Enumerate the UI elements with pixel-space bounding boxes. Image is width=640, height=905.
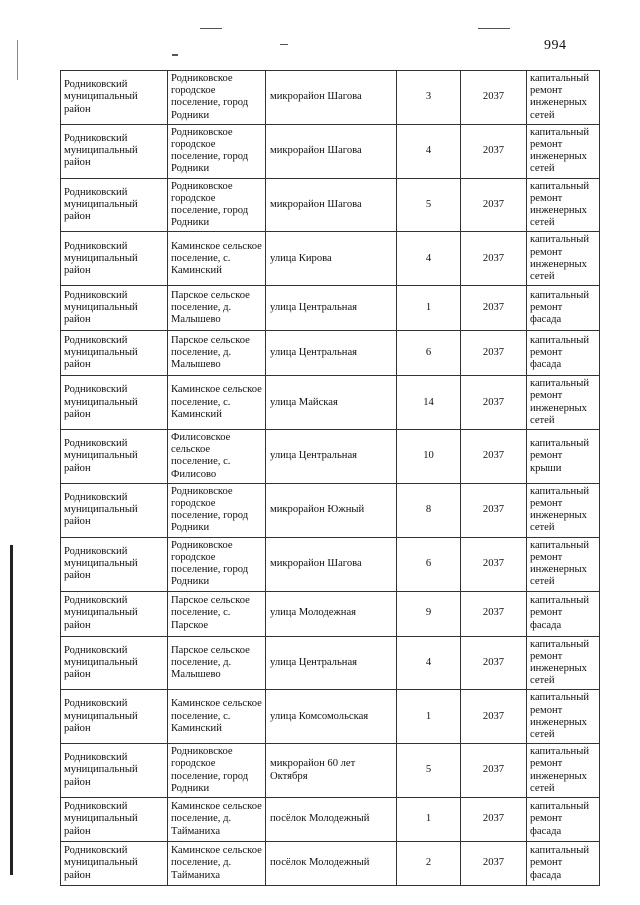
- table-row: [61, 636, 600, 690]
- work-type-cell: капитальный ремонт фасада: [527, 591, 600, 636]
- scan-dash: [200, 28, 222, 29]
- table-row: [61, 124, 600, 178]
- year-cell: 2037: [461, 71, 527, 125]
- year-cell: 2037: [461, 797, 527, 841]
- work-type-cell: капитальный ремонт инженерных сетей: [527, 636, 600, 690]
- settlement-cell: Каминское сельское поселение, д. Тайманиха: [168, 841, 266, 885]
- year-cell: 2037: [461, 841, 527, 885]
- table-row: [61, 744, 600, 798]
- house-number-cell: 6: [397, 537, 461, 591]
- house-number-cell: 1: [397, 797, 461, 841]
- work-type-cell: капитальный ремонт инженерных сетей: [527, 537, 600, 591]
- table-row: [61, 483, 600, 537]
- year-cell: 2037: [461, 744, 527, 798]
- table-row: [61, 232, 600, 286]
- district-cell: Родниковский муниципальный район: [61, 744, 168, 798]
- settlement-cell: Парское сельское поселение, д. Малышево: [168, 286, 266, 331]
- street-cell: микрорайон 60 лет Октября: [266, 744, 397, 798]
- year-cell: 2037: [461, 178, 527, 232]
- year-cell: 2037: [461, 376, 527, 430]
- work-type-cell: капитальный ремонт инженерных сетей: [527, 71, 600, 125]
- house-number-cell: 8: [397, 483, 461, 537]
- settlement-cell: Каминское сельское поселение, с. Каминский: [168, 690, 266, 744]
- street-cell: улица Майская: [266, 376, 397, 430]
- table-row: [61, 537, 600, 591]
- house-number-cell: 9: [397, 591, 461, 636]
- scan-dash: [280, 44, 288, 45]
- year-cell: 2037: [461, 430, 527, 484]
- district-cell: Родниковский муниципальный район: [61, 537, 168, 591]
- district-cell: Родниковский муниципальный район: [61, 483, 168, 537]
- district-cell: Родниковский муниципальный район: [61, 71, 168, 125]
- street-cell: улица Комсомольская: [266, 690, 397, 744]
- street-cell: улица Молодежная: [266, 591, 397, 636]
- house-number-cell: 14: [397, 376, 461, 430]
- settlement-cell: Родниковское городское поселение, город Родники: [168, 124, 266, 178]
- settlement-cell: Родниковское городское поселение, город Родники: [168, 178, 266, 232]
- street-cell: улица Центральная: [266, 331, 397, 376]
- work-type-cell: капитальный ремонт инженерных сетей: [527, 690, 600, 744]
- scan-dash: [478, 28, 510, 29]
- page-number: 994: [544, 38, 567, 53]
- district-cell: Родниковский муниципальный район: [61, 797, 168, 841]
- year-cell: 2037: [461, 483, 527, 537]
- table-row: [61, 331, 600, 376]
- settlement-cell: Каминское сельское поселение, с. Каминский: [168, 376, 266, 430]
- settlement-cell: Родниковское городское поселение, город Родники: [168, 71, 266, 125]
- work-type-cell: капитальный ремонт инженерных сетей: [527, 376, 600, 430]
- year-cell: 2037: [461, 537, 527, 591]
- settlement-cell: Парское сельское поселение, д. Малышево: [168, 331, 266, 376]
- table-row: [61, 376, 600, 430]
- house-number-cell: 5: [397, 178, 461, 232]
- street-cell: микрорайон Шагова: [266, 537, 397, 591]
- district-cell: Родниковский муниципальный район: [61, 376, 168, 430]
- table-row: [61, 430, 600, 484]
- work-type-cell: капитальный ремонт крыши: [527, 430, 600, 484]
- street-cell: микрорайон Шагова: [266, 124, 397, 178]
- settlement-cell: Родниковское городское поселение, город Родники: [168, 483, 266, 537]
- district-cell: Родниковский муниципальный район: [61, 690, 168, 744]
- settlement-cell: Парское сельское поселение, с. Парское: [168, 591, 266, 636]
- scan-dash: [172, 54, 178, 56]
- settlement-cell: Каминское сельское поселение, с. Каминский: [168, 232, 266, 286]
- street-cell: микрорайон Южный: [266, 483, 397, 537]
- year-cell: 2037: [461, 636, 527, 690]
- house-number-cell: 2: [397, 841, 461, 885]
- house-number-cell: 4: [397, 124, 461, 178]
- house-number-cell: 10: [397, 430, 461, 484]
- work-type-cell: капитальный ремонт фасада: [527, 841, 600, 885]
- year-cell: 2037: [461, 690, 527, 744]
- work-type-cell: капитальный ремонт инженерных сетей: [527, 232, 600, 286]
- district-cell: Родниковский муниципальный район: [61, 636, 168, 690]
- house-number-cell: 1: [397, 286, 461, 331]
- district-cell: Родниковский муниципальный район: [61, 232, 168, 286]
- year-cell: 2037: [461, 286, 527, 331]
- settlement-cell: Родниковское городское поселение, город Родники: [168, 537, 266, 591]
- district-cell: Родниковский муниципальный район: [61, 124, 168, 178]
- street-cell: микрорайон Шагова: [266, 178, 397, 232]
- house-number-cell: 5: [397, 744, 461, 798]
- district-cell: Родниковский муниципальный район: [61, 430, 168, 484]
- year-cell: 2037: [461, 124, 527, 178]
- work-type-cell: капитальный ремонт фасада: [527, 286, 600, 331]
- street-cell: посёлок Молодежный: [266, 841, 397, 885]
- street-cell: улица Кирова: [266, 232, 397, 286]
- scan-edge-mark: [10, 545, 13, 875]
- table-row: [61, 841, 600, 885]
- street-cell: посёлок Молодежный: [266, 797, 397, 841]
- district-cell: Родниковский муниципальный район: [61, 591, 168, 636]
- work-type-cell: капитальный ремонт фасада: [527, 797, 600, 841]
- street-cell: улица Центральная: [266, 430, 397, 484]
- table-row: [61, 286, 600, 331]
- district-cell: Родниковский муниципальный район: [61, 331, 168, 376]
- house-number-cell: 6: [397, 331, 461, 376]
- house-number-cell: 4: [397, 232, 461, 286]
- table-row: [61, 591, 600, 636]
- settlement-cell: Родниковское городское поселение, город Родники: [168, 744, 266, 798]
- settlement-cell: Каминское сельское поселение, д. Тайманиха: [168, 797, 266, 841]
- settlement-cell: Филисовское сельское поселение, с. Филисово: [168, 430, 266, 484]
- settlement-cell: Парское сельское поселение, д. Малышево: [168, 636, 266, 690]
- house-number-cell: 1: [397, 690, 461, 744]
- table-row: [61, 797, 600, 841]
- year-cell: 2037: [461, 331, 527, 376]
- street-cell: улица Центральная: [266, 286, 397, 331]
- table-row: [61, 690, 600, 744]
- renovation-schedule-table: [60, 70, 600, 886]
- work-type-cell: капитальный ремонт фасада: [527, 331, 600, 376]
- work-type-cell: капитальный ремонт инженерных сетей: [527, 744, 600, 798]
- district-cell: Родниковский муниципальный район: [61, 286, 168, 331]
- work-type-cell: капитальный ремонт инженерных сетей: [527, 124, 600, 178]
- table-row: [61, 178, 600, 232]
- scan-edge-mark: [17, 40, 18, 80]
- work-type-cell: капитальный ремонт инженерных сетей: [527, 483, 600, 537]
- district-cell: Родниковский муниципальный район: [61, 178, 168, 232]
- year-cell: 2037: [461, 591, 527, 636]
- year-cell: 2037: [461, 232, 527, 286]
- table-row: [61, 71, 600, 125]
- street-cell: микрорайон Шагова: [266, 71, 397, 125]
- work-type-cell: капитальный ремонт инженерных сетей: [527, 178, 600, 232]
- street-cell: улица Центральная: [266, 636, 397, 690]
- house-number-cell: 3: [397, 71, 461, 125]
- district-cell: Родниковский муниципальный район: [61, 841, 168, 885]
- house-number-cell: 4: [397, 636, 461, 690]
